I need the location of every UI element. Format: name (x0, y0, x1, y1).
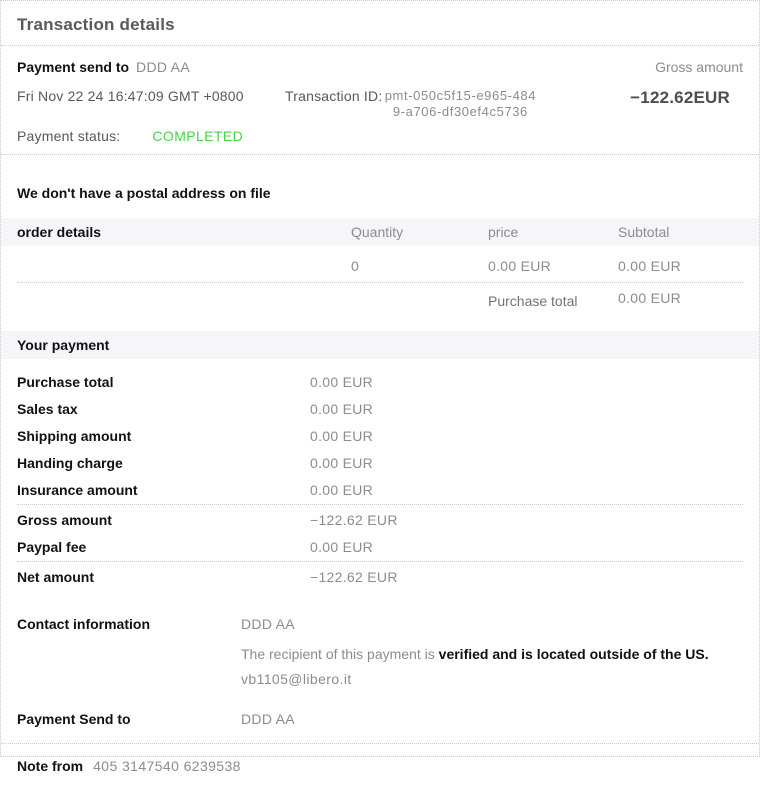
cell-quantity: 0 (351, 258, 360, 274)
payment-row-paypal-fee: Paypal fee 0.00 EUR (17, 538, 374, 555)
contact-name: DDD AA (241, 616, 295, 632)
contact-email: vb1105@libero.it (241, 671, 352, 687)
purchase-total-row (1, 286, 759, 316)
col-header-subtotal: Subtotal (618, 224, 670, 240)
note-from-value: 405 3147540 6239538 (93, 758, 241, 774)
payment-status-badge: COMPLETED (152, 128, 244, 144)
contact-information-section (1, 616, 759, 687)
page-header (1, 1, 759, 46)
payment-send-to-section (1, 711, 759, 743)
payment-row-gross-amount: Gross amount −122.62 EUR (17, 511, 398, 528)
payment-row-purchase-total: Purchase total 0.00 EUR (17, 373, 374, 390)
your-payment-header: Your payment (1, 331, 759, 359)
note-from-label: Note from (17, 758, 84, 774)
gross-amount-label: Gross amount (655, 59, 743, 75)
payment-row-net-amount: Net amount −122.62 EUR (17, 568, 398, 585)
transaction-id-value: pmt-050c5f15-e965-4849-a706-df30ef4c5736 (384, 88, 537, 119)
contact-information-label: Contact information (17, 616, 150, 632)
postal-address-notice: We don't have a postal address on file (17, 185, 271, 201)
payment-status-label: Payment status: (17, 128, 121, 144)
order-details-table (1, 218, 759, 316)
cell-subtotal: 0.00 EUR (618, 258, 682, 274)
table-row (1, 252, 759, 280)
col-header-order-details: order details (17, 224, 102, 240)
payment-send-to-row (17, 59, 743, 75)
payment-rows-divider (17, 504, 743, 505)
recipient-note-plain: The recipient of this payment is (241, 646, 439, 662)
payment-row-handing-charge: Handing charge 0.00 EUR (17, 454, 374, 471)
page-title: Transaction details (17, 15, 175, 34)
transaction-date: Fri Nov 22 24 16:47:09 GMT +0800 (17, 88, 244, 104)
your-payment-rows (1, 359, 759, 590)
payment-row-insurance-amount: Insurance amount 0.00 EUR (17, 481, 374, 498)
col-header-price: price (488, 224, 519, 240)
recipient-note-bold: verified and is located outside of the US. (438, 646, 709, 662)
payment-row-shipping-amount: Shipping amount 0.00 EUR (17, 427, 374, 444)
payment-send-to-footer-label: Payment Send to (17, 711, 131, 727)
payment-status-row (17, 128, 743, 144)
recipient-verification-note (241, 642, 743, 666)
payment-send-to-label: Payment send to (17, 59, 130, 75)
payee-name: DDD AA (136, 59, 190, 75)
payment-rows-divider (17, 561, 743, 562)
order-table-header (1, 218, 759, 246)
gross-amount-value: −122.62EUR (630, 88, 730, 107)
purchase-total-label: Purchase total (488, 293, 578, 309)
col-header-quantity: Quantity (351, 224, 404, 240)
payment-row-sales-tax: Sales tax 0.00 EUR (17, 400, 374, 417)
payment-send-to-footer-value: DDD AA (241, 711, 295, 727)
purchase-total-value: 0.00 EUR (618, 290, 682, 306)
cell-price: 0.00 EUR (488, 258, 552, 274)
transaction-id-label: Transaction ID: (285, 88, 383, 104)
transaction-meta-row (17, 88, 743, 120)
payment-summary (1, 46, 759, 155)
note-from-section (1, 744, 759, 788)
table-divider (17, 282, 743, 283)
